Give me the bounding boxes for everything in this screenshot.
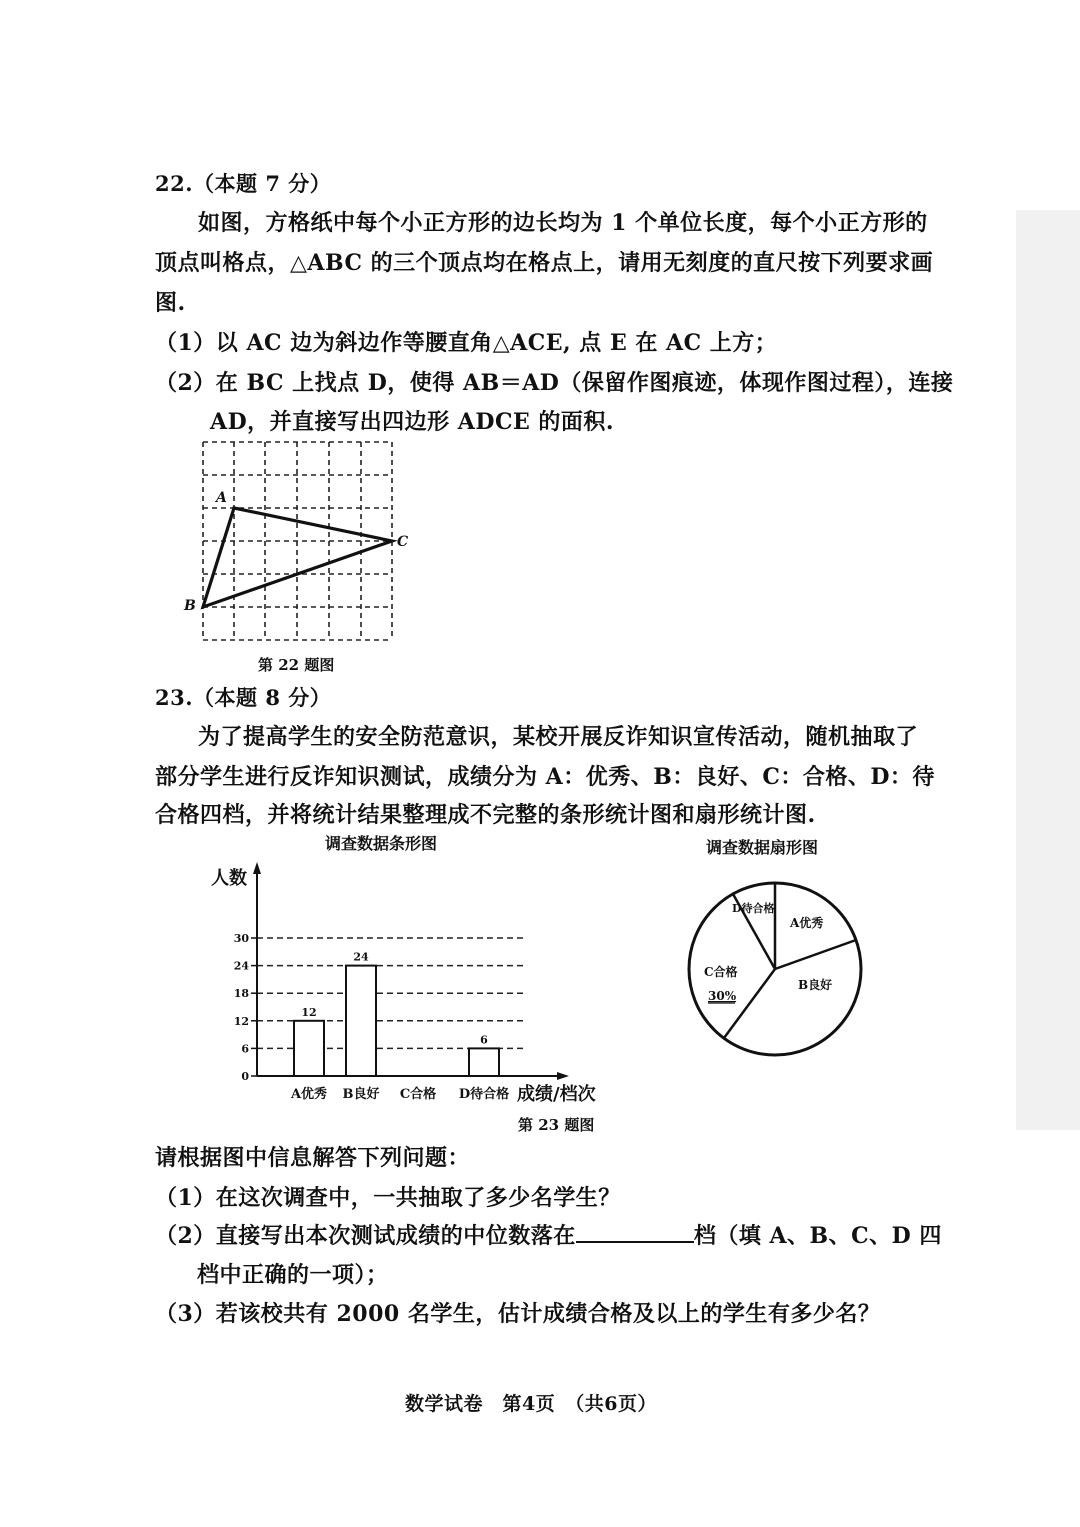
bar-yticks xyxy=(234,932,257,1083)
bar-chart-ylabel: 人数 xyxy=(211,868,247,889)
y-tick-label: 18 xyxy=(233,987,249,1001)
q23-part-1: （1）在这次调查中，一共抽取了多少名学生？ xyxy=(155,1185,621,1211)
q23-prompt: 请根据图中信息解答下列问题： xyxy=(155,1145,471,1171)
x-axis-arrow xyxy=(557,1072,569,1080)
pie-divider-2 xyxy=(775,940,856,969)
q23-part-2-pre: （2）直接写出本次测试成绩的中位数落在 xyxy=(155,1223,576,1249)
q22-line-3: 图. xyxy=(155,290,186,316)
q23-part-2-cont: 档中正确的一项）； xyxy=(197,1262,389,1288)
q22-header: 22.（本题 7 分） xyxy=(155,171,332,196)
pie-chart xyxy=(680,835,880,1075)
bar xyxy=(346,966,376,1076)
y-axis-arrow xyxy=(253,862,261,874)
q22-grid-figure xyxy=(175,430,425,650)
q22-line-1: 如图，方格纸中每个小正方形的边长均为 1 个单位长度，每个小正方形的 xyxy=(198,210,928,236)
x-category-label: A优秀 xyxy=(290,1087,328,1102)
y-tick-label: 12 xyxy=(233,1014,249,1028)
q23-part-2-post: 档（填 A、B、C、D 四 xyxy=(693,1223,942,1249)
q23-figure-caption: 第 23 题图 xyxy=(518,1116,595,1134)
triangle-abc xyxy=(203,508,392,607)
answer-blank xyxy=(576,1221,694,1243)
q23-line-2: 部分学生进行反诈知识测试，成绩分为 A：优秀、B：良好、C：合格、D：待 xyxy=(155,764,935,790)
bar-value-label: 12 xyxy=(301,1005,317,1019)
y-tick-label: 0 xyxy=(241,1070,249,1083)
grid-lines xyxy=(203,442,392,640)
q23-part-3: （3）若该校共有 2000 名学生，估计成绩合格及以上的学生有多少名？ xyxy=(155,1301,881,1327)
q22-line-2: 顶点叫格点，△ABC 的三个顶点均在格点上，请用无刻度的直尺按下列要求画 xyxy=(155,250,934,276)
bar-chart xyxy=(195,830,615,1110)
y-tick-label: 6 xyxy=(241,1042,249,1056)
label-b: B xyxy=(184,598,196,614)
bar xyxy=(469,1048,499,1076)
bar-chart-title: 调查数据条形图 xyxy=(325,834,438,853)
scan-edge-shadow xyxy=(1016,210,1080,1130)
x-category-label: C合格 xyxy=(399,1087,437,1102)
page-footer: 数学试卷 第4页 （共6页） xyxy=(405,1393,657,1415)
q23-line-1: 为了提高学生的安全防范意识，某校开展反诈知识宣传活动，随机抽取了 xyxy=(198,724,919,750)
x-category-label: D待合格 xyxy=(458,1087,510,1102)
bar-value-label: 6 xyxy=(480,1033,488,1047)
y-tick-label: 30 xyxy=(233,932,249,945)
q23-line-3: 合格四档，并将统计结果整理成不完整的条形统计图和扇形统计图. xyxy=(155,802,816,828)
pie-chart-title: 调查数据扇形图 xyxy=(706,838,819,857)
pie-label-c-percent: 30% xyxy=(708,989,737,1003)
q23-header: 23.（本题 8 分） xyxy=(155,685,332,710)
q22-part-1: （1）以 AC 边为斜边作等腰直角△ACE, 点 E 在 AC 上方； xyxy=(155,330,778,356)
pie-label-d: D待合格 xyxy=(732,902,775,915)
pie-label-b: B良好 xyxy=(798,978,833,992)
bar-value-label: 24 xyxy=(353,950,369,964)
q22-part-2: （2）在 BC 上找点 D，使得 AB＝AD（保留作图痕迹，体现作图过程），连接 xyxy=(155,370,954,396)
q23-part-2 xyxy=(155,1219,942,1250)
bar-xticks xyxy=(290,1086,509,1102)
bar-chart-xlabel: 成绩/档次 xyxy=(517,1084,596,1105)
label-c: C xyxy=(397,534,409,550)
y-tick-label: 24 xyxy=(233,959,249,973)
q22-figure-caption: 第 22 题图 xyxy=(258,656,335,674)
x-category-label: B良好 xyxy=(342,1087,380,1102)
label-a: A xyxy=(216,490,227,506)
pie-label-c: C合格 xyxy=(704,965,738,979)
q22-part-2-cont: AD，并直接写出四边形 ADCE 的面积. xyxy=(210,409,615,435)
pie-label-a: A优秀 xyxy=(790,916,824,930)
bar xyxy=(294,1021,324,1076)
